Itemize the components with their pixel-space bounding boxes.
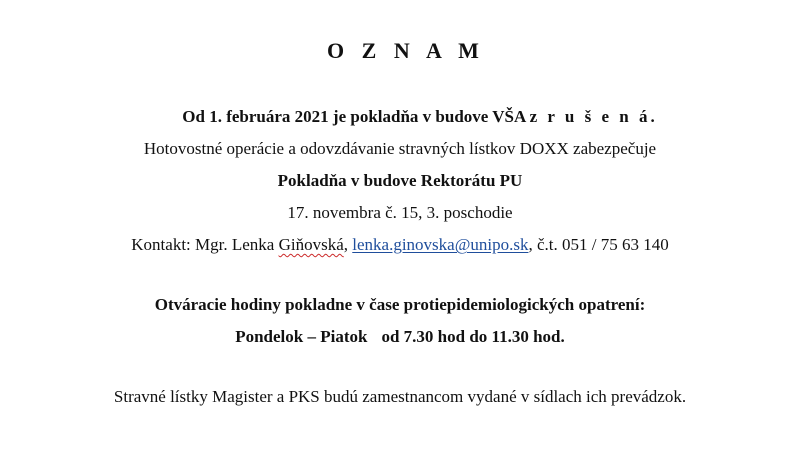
contact-line: [0, 235, 800, 255]
opening-hours: [0, 327, 800, 347]
notice-title: O Z N A M: [327, 38, 485, 63]
closure-text: Od 1. februára 2021 je pokladňa v budove VŠA: [182, 107, 526, 126]
closure-emphasis: z r u š e n á.: [529, 107, 658, 126]
contact-phone: , č.t. 051 / 75 63 140: [528, 235, 669, 254]
contact-separator: ,: [343, 235, 349, 254]
hours-days: Pondelok – Piatok: [235, 327, 368, 346]
contact-email-link[interactable]: lenka.ginovska@unipo.sk: [352, 235, 529, 254]
meal-vouchers-note: Stravné lístky Magister a PKS budú zamestnancom vydané v sídlach ich prevádzok.: [113, 387, 687, 406]
contact-surname: Giňovská: [278, 235, 344, 254]
contact-label: Kontakt: Mgr. Lenka: [131, 235, 275, 254]
hours-heading: Otváracie hodiny pokladne v čase protiepidemiologických opatrení:: [154, 295, 646, 314]
cashier-location: Pokladňa v budove Rektorátu PU: [277, 171, 523, 190]
closure-announcement: [20, 107, 800, 127]
hours-time: od 7.30 hod do 11.30 hod.: [381, 327, 565, 346]
operations-info: Hotovostné operácie a odovzdávanie stravných lístkov DOXX zabezpečuje: [143, 139, 657, 158]
cashier-address: 17. novembra č. 15, 3. poschodie: [287, 203, 513, 222]
